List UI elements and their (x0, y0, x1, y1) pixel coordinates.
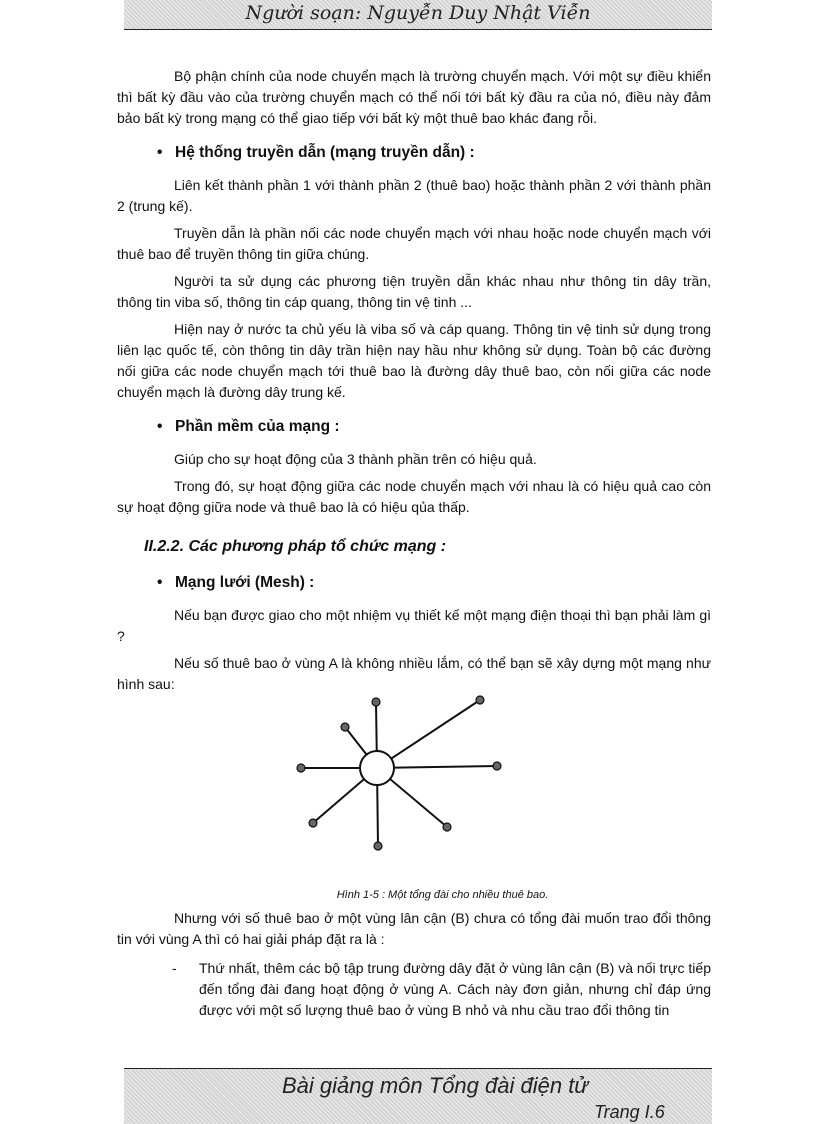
subscriber-node (476, 696, 484, 704)
bullet-heading-text: Phần mềm của mạng : (175, 418, 340, 435)
subscriber-node (443, 823, 451, 831)
page-footer (124, 1068, 712, 1124)
list-item (172, 958, 711, 1021)
page-number: Trang I.6 (594, 1102, 665, 1122)
star-network-diagram (117, 692, 711, 888)
paragraph: Hiện nay ở nước ta chủ yếu là viba số và cáp quang. Thông tin vệ tinh sử dụng trong liên lạc quốc tế, còn thông tin dây trần hiện nay hầu như không sử dụng. Toàn bộ các đường nối giữa các node chuyển mạch tới thuê bao là đường dây thuê bao, còn nối giữa các node chuyển mạch là đường dây trung kế. (117, 321, 711, 400)
bullet-heading-text: Hệ thống truyền dẫn (mạng truyền dẫn) : (175, 144, 475, 161)
paragraph: Người ta sử dụng các phương tiện truyền dẫn khác nhau như thông tin dây trần, thông tin viba số, thông tin cáp quang, thông tin vệ tinh ... (117, 273, 711, 310)
switch-node (360, 751, 394, 785)
header-author: Người soạn: Nguyễn Duy Nhật Viễn (245, 2, 591, 24)
paragraph: Nếu số thuê bao ở vùng A là không nhiều lắm, có thể bạn sẽ xây dựng một mạng như hình sau: (117, 655, 711, 692)
bullet-heading-transmission (157, 143, 711, 163)
bullet-dot-icon: • (157, 144, 163, 161)
dash-marker: - (172, 960, 177, 976)
link-line (377, 700, 480, 768)
subscriber-node (372, 698, 380, 706)
paragraph: Liên kết thành phần 1 với thành phần 2 (thuê bao) hoặc thành phần 2 với thành phần 2 (trung kế). (117, 177, 711, 214)
paragraph: Giúp cho sự hoạt động của 3 thành phần trên có hiệu quả. (174, 451, 537, 467)
paragraph: Nhưng với số thuê bao ở một vùng lân cận (B) chưa có tổng đài muốn trao đổi thông tin với vùng A thì có hai giải pháp đặt ra là : (117, 910, 711, 947)
star-network-figure (117, 692, 711, 888)
paragraph: Trong đó, sự hoạt động giữa các node chuyển mạch với nhau là có hiệu quả cao còn sự hoạt động giữa node và thuê bao là có hiệu qủa thấp. (117, 478, 711, 515)
subscriber-node (297, 764, 305, 772)
link-line (377, 766, 497, 768)
paragraph: Truyền dẫn là phần nối các node chuyển mạch với nhau hoặc node chuyển mạch với thuê bao để truyền thông tin giữa chúng. (117, 225, 711, 262)
section-heading: II.2.2. Các phương pháp tổ chức mạng : (144, 538, 447, 555)
bullet-dot-icon: • (157, 574, 163, 591)
page-content (117, 66, 711, 1021)
footer-title: Bài giảng môn Tổng đài điện tử (282, 1073, 589, 1098)
page-header (124, 0, 712, 30)
list-item-text: Thứ nhất, thêm các bộ tập trung đường dây đặt ở vùng lân cận (B) và nối trực tiếp đến tổng đài đang hoạt động ở vùng A. Cách này đơn giản, nhưng chỉ đáp ứng được với một số lượng thuê bao ở vùng B nhỏ và nhu cầu trao đổi thông tin (199, 960, 711, 1018)
subscriber-node (341, 723, 349, 731)
paragraph: Bộ phận chính của node chuyển mạch là trường chuyển mạch. Với một sự điều khiển thì bất kỳ đầu vào của trường chuyển mạch có thể nối tới bất kỳ đầu ra của nó, điều này đảm bảo bất kỳ trong mạng có thể giao tiếp với bất kỳ một thuê bao khác đang rỗi. (117, 68, 711, 126)
subscriber-node (309, 819, 317, 827)
figure-caption: Hình 1-5 : Một tổng đài cho nhiều thuê bao. (336, 889, 549, 901)
subscriber-node (374, 842, 382, 850)
bullet-heading-mesh (157, 573, 711, 593)
subscriber-node (493, 762, 501, 770)
bullet-heading-text: Mạng lưới (Mesh) : (175, 574, 315, 591)
bullet-dot-icon: • (157, 418, 163, 435)
bullet-heading-software (157, 417, 711, 437)
paragraph: Nếu bạn được giao cho một nhiệm vụ thiết kế một mạng điện thoại thì bạn phải làm gì ? (117, 607, 711, 644)
